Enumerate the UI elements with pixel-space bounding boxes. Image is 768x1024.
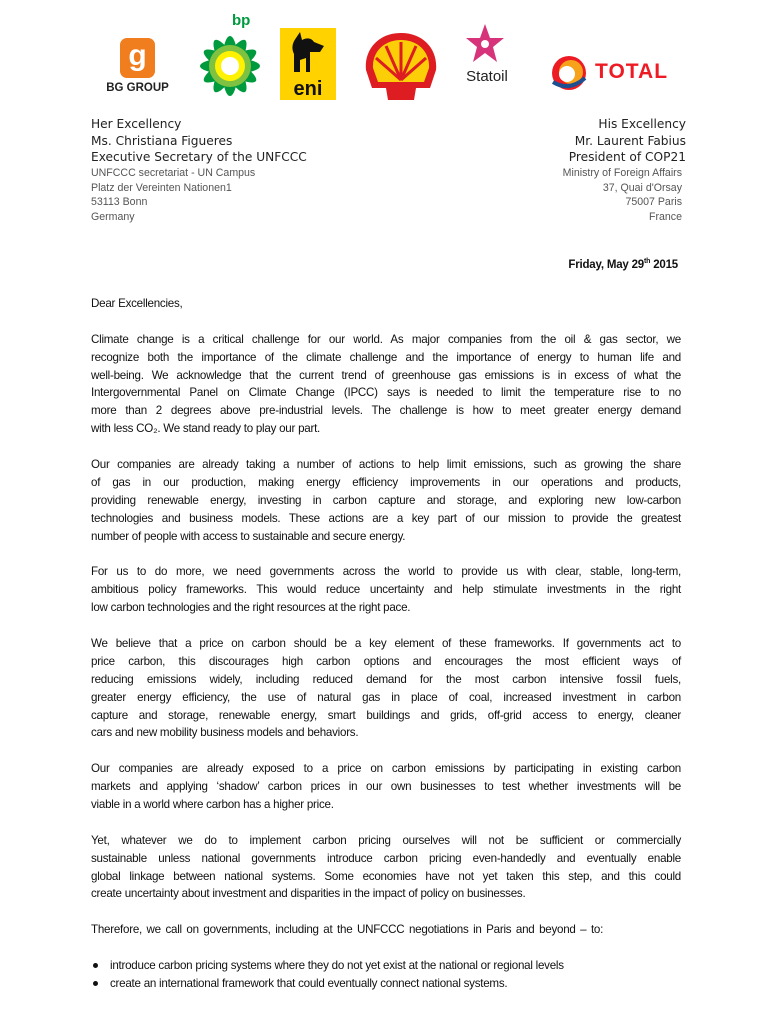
bullet-list [91,957,681,993]
address-line: 37, Quai d'Orsay [602,181,682,194]
recipient-name: Ms. Christiana Figueres [91,133,233,148]
recipient-position: Executive Secretary of the UNFCCC [91,150,307,165]
paragraph-line: providing renewable energy, investing in carbon capture and storage, and exploring new low-carbon [91,493,681,507]
paragraph-line: sustainable unless national governments introduce carbon pricing even-handedly and eventually enable [91,851,681,865]
eni-logo: eni [280,28,336,100]
body-paragraph [91,331,681,438]
paragraph-line: of gas in our production, making energy efficiency improvements in our operations and products, [91,475,681,489]
recipient-position: President of COP21 [568,150,686,165]
statoil-star-icon [465,22,505,68]
paragraph-line: price carbon, this discourages high carbon options and encourages the most efficient ways of [91,654,681,668]
body-paragraph [91,563,681,617]
recipient-title: His Excellency [598,117,686,131]
date-year: 2015 [650,258,678,271]
paragraph-line: Intergovernmental Panel on Climate Change (IPCC) says is needed to limit the temperature rise to no [91,386,681,400]
bg-group-logo: g BG GROUP [106,39,169,94]
paragraphs [91,331,681,939]
paragraph-line: create uncertainty about investment and disparities in the impact of policy on businesses. [91,887,526,901]
salutation: Dear Excellencies, [91,297,183,310]
letter-body [91,295,681,993]
paragraph-line: low carbon technologies and the right resources at the right pace. [91,601,411,615]
address-line: Platz der Vereinten Nationen1 [91,181,232,194]
bullet-item: create an international framework that could eventually connect national systems. [91,975,681,993]
paragraph-line: For us to do more, we need governments across the world to provide us with clear, stable, long-term, [91,565,681,579]
address-line: 53113 Bonn [91,196,148,209]
paragraph-line: Therefore, we call on governments, including at the UNFCCC negotiations in Paris and beyond – to: [91,923,604,937]
shell-logo [360,30,442,107]
body-paragraph [91,760,681,814]
paragraph-line: Our companies are already taking a number of actions to help limit emissions, such as growing the share [91,458,681,472]
recipient-right [563,116,686,225]
recipient-left [91,116,307,225]
paragraph-line: recognize both the importance of the climate challenge and the importance of energy to human life and [91,350,681,364]
paragraph-line: more than 2 degrees above pre-industrial levels. The challenge is how to meet greater energy demand [91,404,681,418]
paragraph-line: well-being. We acknowledge that the current trend of greenhouse gas emissions is in excess of what the [91,368,681,382]
body-paragraph [91,635,681,742]
date-ordinal: th [644,258,651,265]
body-paragraph [91,832,681,904]
date-text: Friday, May 29 [568,258,644,271]
statoil-logo: Statoil [456,22,518,90]
paragraph-line: markets and applying ‘shadow’ carbon prices in our own businesses to test whether investments will be [91,780,681,794]
address-line: France [649,211,682,224]
paragraph-line: number of people with access to sustainable and secure energy. [91,529,406,543]
paragraph-line: ambitious policy frameworks. This would reduce uncertainty and help stimulate investments in the right [91,583,681,597]
paragraph-line: Our companies are already exposed to a price on carbon emissions by participating in existing carbon [91,762,681,776]
address-line: UNFCCC secretariat - UN Campus [91,166,256,179]
address-line: 75007 Paris [625,196,682,209]
shell-pecten-icon [360,30,442,102]
paragraph-line: Yet, whatever we do to implement carbon pricing ourselves will not be sufficient or commercially [91,833,681,847]
letter-date [568,258,678,271]
bp-logo: bp [192,12,268,102]
paragraph-line: global linkage between national systems. Some economies have not yet taken this step, and this could [91,869,681,883]
bullet-item: introduce carbon pricing systems where they do not yet exist at the national or regional levels [91,957,681,975]
paragraph-line: cars and new mobility business models and behaviors. [91,726,359,740]
recipient-title: Her Excellency [91,117,182,131]
paragraph-line: viable in a world where carbon has a higher price. [91,797,334,811]
body-paragraph [91,456,681,545]
body-paragraph [91,921,681,939]
total-swirl-icon [549,52,589,94]
paragraph-line: greater energy efficiency, the use of natural gas in place of coal, increased investment in carbon [91,690,681,704]
paragraph-line: technologies and business models. These actions are a key part of our mission to provide the greatest [91,511,681,525]
paragraph-line: with less CO₂. We stand ready to play our part. [91,422,321,436]
address-line: Ministry of Foreign Affairs [562,166,682,179]
total-logo: TOTAL [549,52,689,96]
paragraph-line: capture and storage, renewable energy, smart buildings and grids, off-grid access to energy, cleaner [91,708,681,722]
paragraph-line: reducing emissions widely, including reduced demand for the most carbon intensive fossil fuels, [91,672,681,686]
eni-dog-icon [280,28,336,78]
bp-helios-icon [192,28,268,104]
recipient-name: Mr. Laurent Fabius [574,133,686,148]
paragraph-line: We believe that a price on carbon should be a key element of these frameworks. If governments act to [91,636,681,650]
paragraph-line: Climate change is a critical challenge for our world. As major companies from the oil & gas sector, we [91,332,681,346]
address-line: Germany [91,211,135,224]
